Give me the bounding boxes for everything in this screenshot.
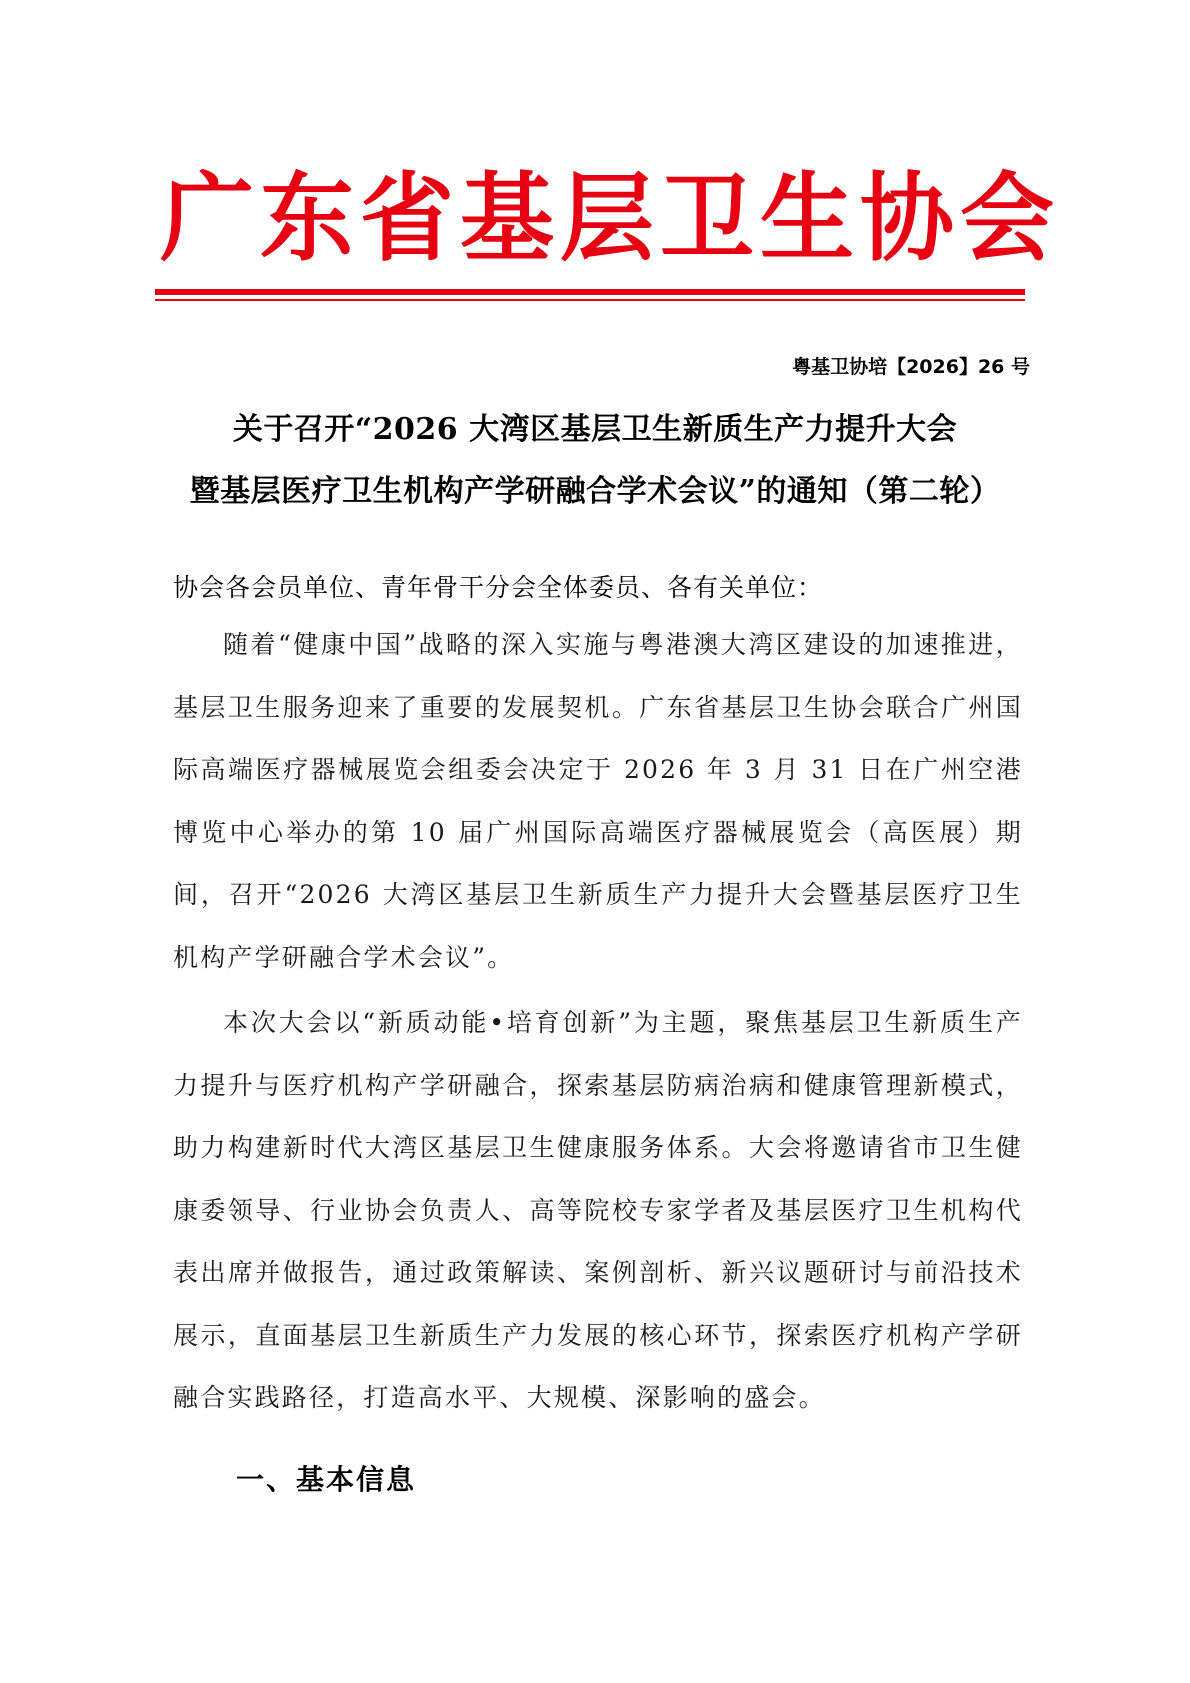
letterhead-title: 广东省基层卫生协会 — [160, 163, 1061, 276]
document-title-line-2: 暨基层医疗卫生机构产学研融合学术会议”的通知（第二轮） — [189, 474, 1001, 509]
body-paragraph: 本次大会以“新质动能•培育创新”为主题，聚焦基层卫生新质生产力提升与医疗机构产学研融合，探索基层防病治病和健康管理新模式，助力构建新时代大湾区基层卫生健康服务体系。大会将邀请省市卫生健康委领导、行业协会负责人、高等院校专家学者及基层医疗卫生机构代表出席并做报告，通过政策解读、案例剖析、新兴议题研讨与前沿技术展示，直面基层卫生新质生产力发展的核心环节，探索医疗机构产学研融合实践路径，打造高水平、大规模、深影响的盛会。 — [173, 1008, 1023, 1412]
section-heading: 一、基本信息 — [236, 1463, 417, 1496]
document-number: 粤基卫协培【2026】26 号 — [792, 356, 1030, 378]
salutation: 协会各会员单位、青年骨干分会全体委员、各有关单位： — [173, 573, 824, 602]
letterhead-rule-thin — [155, 299, 1025, 301]
letterhead-rule-thick — [155, 289, 1025, 295]
body-paragraph: 随着“健康中国”战略的深入实施与粤港澳大湾区建设的加速推进，基层卫生服务迎来了重要的发展契机。广东省基层卫生协会联合广州国际高端医疗器械展览会组委会决定于 2026 年 3 月 31 日在广州空港博览中心举办的第 10 届广州国际高端医疗器械展览会（高医展）期间，召开“2026 大湾区基层卫生新质生产力提升大会暨基层医疗卫生机构产学研融合学术会议”。 — [173, 630, 1023, 972]
document-title-line-1: 关于召开“2026 大湾区基层卫生新质生产力提升大会 — [232, 412, 958, 447]
